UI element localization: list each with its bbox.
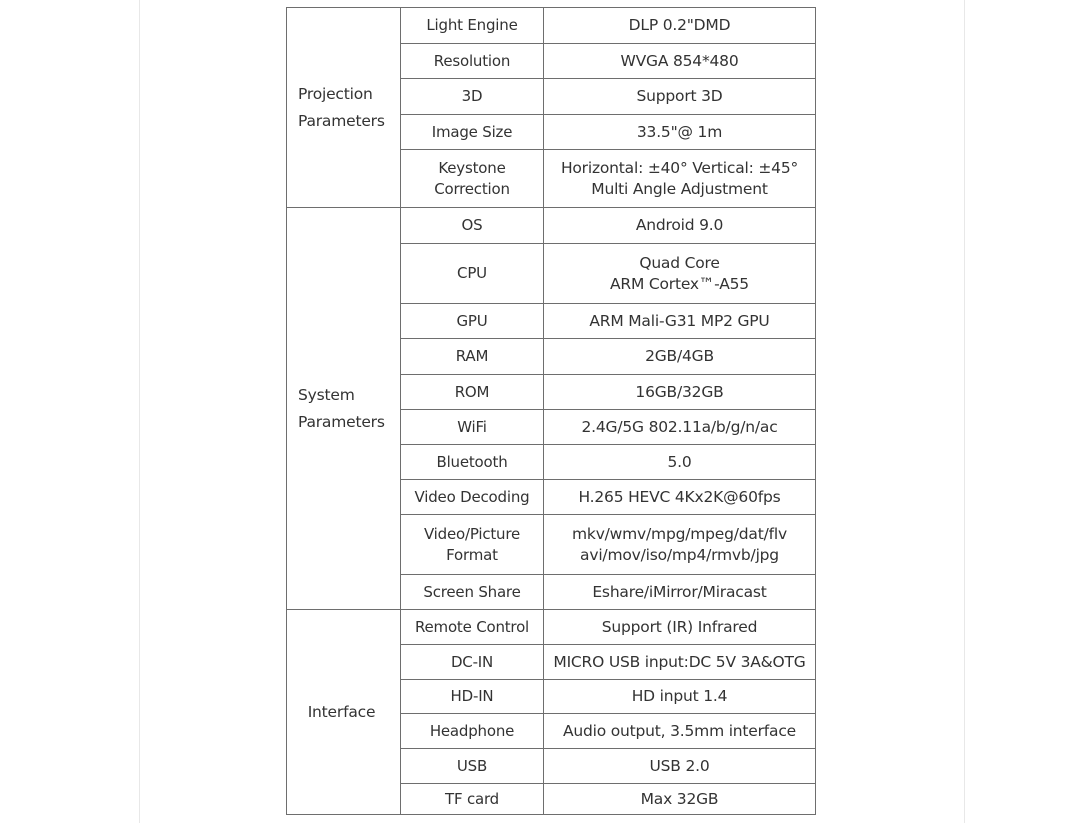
section-label-interface: Interface xyxy=(287,610,401,815)
spec-name: Video/Picture Format xyxy=(401,515,544,575)
spec-name: GPU xyxy=(401,304,544,339)
table-row xyxy=(287,8,816,44)
spec-name: Remote Control xyxy=(401,610,544,645)
spec-name: Keystone Correction xyxy=(401,150,544,208)
spec-name: Video Decoding xyxy=(401,480,544,515)
spec-name: HD-IN xyxy=(401,680,544,714)
spec-value: Max 32GB xyxy=(544,784,816,815)
spec-value: Support (IR) Infrared xyxy=(544,610,816,645)
spec-value: 2.4G/5G 802.11a/b/g/n/ac xyxy=(544,410,816,445)
spec-name: Resolution xyxy=(401,44,544,79)
spec-name: TF card xyxy=(401,784,544,815)
spec-name: 3D xyxy=(401,79,544,115)
section-label-projection: Projection Parameters xyxy=(287,8,401,208)
spec-value: mkv/wmv/mpg/mpeg/dat/flv avi/mov/iso/mp4/rmvb/jpg xyxy=(544,515,816,575)
spec-name: Image Size xyxy=(401,115,544,150)
spec-value: MICRO USB input:DC 5V 3A&OTG xyxy=(544,645,816,680)
spec-value: H.265 HEVC 4Kx2K@60fps xyxy=(544,480,816,515)
spec-value: USB 2.0 xyxy=(544,749,816,784)
spec-value: Support 3D xyxy=(544,79,816,115)
section-label-system: System Parameters xyxy=(287,208,401,610)
spec-value: 16GB/32GB xyxy=(544,375,816,410)
spec-name: Screen Share xyxy=(401,575,544,610)
spec-name: OS xyxy=(401,208,544,244)
spec-value: HD input 1.4 xyxy=(544,680,816,714)
spec-table xyxy=(286,7,816,815)
spec-value: Android 9.0 xyxy=(544,208,816,244)
spec-value: Audio output, 3.5mm interface xyxy=(544,714,816,749)
spec-name: USB xyxy=(401,749,544,784)
spec-name: RAM xyxy=(401,339,544,375)
spec-name: CPU xyxy=(401,244,544,304)
spec-name: DC-IN xyxy=(401,645,544,680)
spec-value: ARM Mali-G31 MP2 GPU xyxy=(544,304,816,339)
spec-value: Eshare/iMirror/Miracast xyxy=(544,575,816,610)
spec-value: 2GB/4GB xyxy=(544,339,816,375)
spec-name: Light Engine xyxy=(401,8,544,44)
spec-name: ROM xyxy=(401,375,544,410)
table-row xyxy=(287,208,816,244)
spec-value: 5.0 xyxy=(544,445,816,480)
spec-value: Horizontal: ±40° Vertical: ±45° Multi Angle Adjustment xyxy=(544,150,816,208)
spec-value: WVGA 854*480 xyxy=(544,44,816,79)
table-row xyxy=(287,610,816,645)
spec-value: DLP 0.2"DMD xyxy=(544,8,816,44)
spec-value: Quad Core ARM Cortex™-A55 xyxy=(544,244,816,304)
spec-value: 33.5"@ 1m xyxy=(544,115,816,150)
spec-name: Headphone xyxy=(401,714,544,749)
spec-name: WiFi xyxy=(401,410,544,445)
spec-name: Bluetooth xyxy=(401,445,544,480)
